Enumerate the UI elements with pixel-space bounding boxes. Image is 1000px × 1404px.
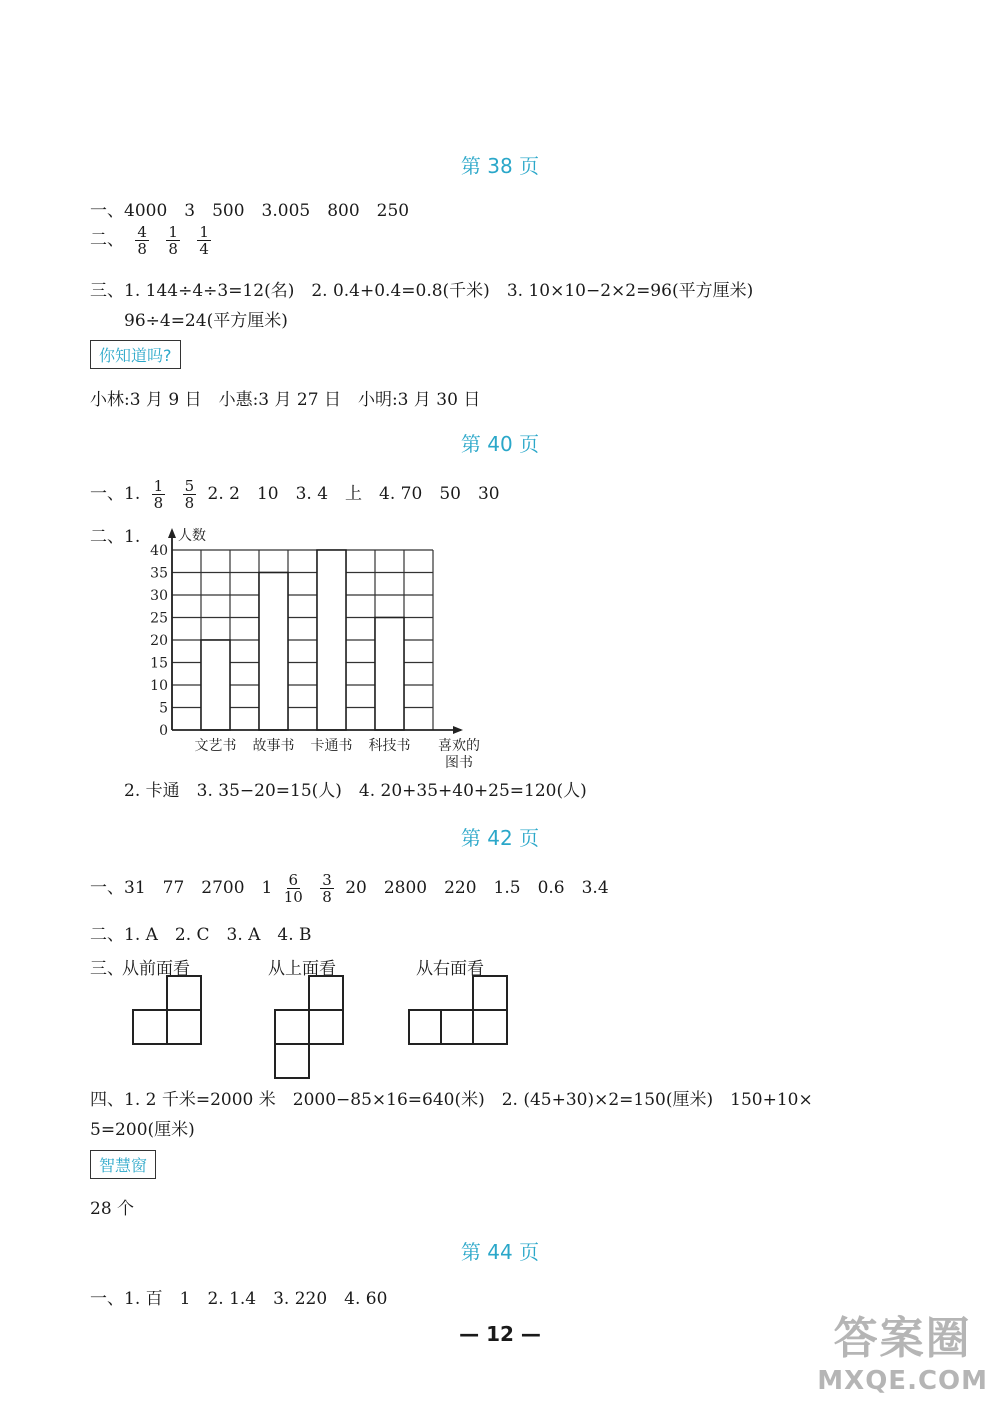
- view-front-label: 从前面看: [122, 959, 190, 979]
- did-you-know-box: 你知道吗?: [90, 340, 181, 369]
- x-axis-label: 喜欢的: [438, 738, 480, 754]
- square-cell: [275, 1044, 309, 1078]
- p42-answer-1-prefix: 一、31 77 2700 1: [90, 878, 273, 898]
- p40-answer-1-prefix: 一、1.: [90, 484, 141, 504]
- fraction: $\frac{6}{10}$: [283, 871, 303, 906]
- wisdom-window-box: 智慧窗: [90, 1150, 156, 1179]
- page-38-title: 第 38 页: [460, 154, 540, 178]
- square-cell: [473, 1010, 507, 1044]
- p38-answer-3-cont: 96÷4=24(平方厘米): [124, 311, 288, 331]
- view-top-label: 从上面看: [268, 959, 336, 979]
- p42-answer-4-cont: 5=200(厘米): [90, 1120, 195, 1140]
- p38-answer-1: 一、4000 3 500 3.005 800 250: [90, 201, 410, 221]
- x-axis-arrow: [453, 726, 463, 734]
- fraction: $\frac{1}{8}$: [168, 223, 178, 258]
- p38-answer-2: [90, 224, 217, 257]
- square-cell: [275, 1010, 309, 1044]
- y-tick-label: 40: [150, 543, 168, 559]
- p40-answer-2-prefix: 二、1.: [90, 527, 141, 547]
- page-number: — 12 —: [459, 1322, 541, 1346]
- p42-answer-4: 四、1. 2 千米=2000 米 2000−85×16=640(米) 2. (45+30)×2=150(厘米) 150+10×: [90, 1090, 813, 1110]
- watermark-url: MXQE.COM: [817, 1366, 988, 1396]
- x-tick-label: 文艺书: [194, 738, 237, 754]
- p42-answer-6: 28 个: [90, 1199, 135, 1219]
- p38-answer-2-prefix: 二、: [90, 230, 124, 250]
- x-tick-label: 卡通书: [310, 738, 353, 754]
- fraction: $\frac{4}{8}$: [137, 223, 147, 258]
- watermark: [817, 1302, 988, 1396]
- x-tick-label: 故事书: [252, 738, 295, 754]
- p42-answer-1: [90, 872, 609, 905]
- p42-answer-3-prefix: 三、: [90, 959, 124, 979]
- fraction: $\frac{3}{8}$: [322, 871, 332, 906]
- page-42-title: 第 42 页: [460, 826, 540, 850]
- y-tick-label: 25: [150, 610, 168, 627]
- p38-answer-5: 小林:3 月 9 日 小惠:3 月 27 日 小明:3 月 30 日: [90, 390, 481, 410]
- y-tick-label: 5: [159, 700, 168, 717]
- p40-answer-1-rest: 2. 2 10 3. 4 上 4. 70 50 30: [207, 484, 500, 504]
- y-tick-label: 15: [150, 655, 168, 672]
- page-44-title: 第 44 页: [460, 1240, 540, 1264]
- bar: [375, 618, 404, 731]
- square-cell: [309, 976, 343, 1010]
- watermark-logo-text: 答案圈: [833, 1313, 972, 1364]
- y-tick-label: 30: [150, 588, 168, 604]
- square-cell: [309, 1010, 343, 1044]
- p40-answer-3: 2. 卡通 3. 35−20=15(人) 4. 20+35+40+25=120(人): [124, 781, 587, 801]
- bar: [259, 573, 288, 731]
- square-cell: [441, 1010, 473, 1044]
- p42-answer-1-rest: 20 2800 220 1.5 0.6 3.4: [345, 878, 609, 898]
- fraction: $\frac{1}{4}$: [199, 223, 209, 258]
- p44-answer-1: 一、1. 百 1 2. 1.4 3. 220 4. 60: [90, 1289, 388, 1309]
- bar: [201, 640, 230, 730]
- y-tick-label: 20: [150, 633, 168, 649]
- square-cell: [133, 1010, 167, 1044]
- square-cell: [473, 976, 507, 1010]
- y-tick-label: 35: [150, 565, 168, 582]
- page-40-title: 第 40 页: [460, 432, 540, 456]
- y-tick-label: 0: [159, 723, 168, 739]
- p40-answer-1: [90, 478, 500, 511]
- bar-chart: [130, 520, 510, 775]
- bar: [317, 550, 346, 730]
- y-axis-arrow: [168, 528, 176, 538]
- y-tick-label: 10: [150, 678, 168, 694]
- view-right-label: 从右面看: [416, 959, 484, 979]
- fraction: $\frac{5}{8}$: [184, 477, 195, 512]
- x-tick-label: 科技书: [368, 738, 411, 754]
- p42-answer-2: 二、1. A 2. C 3. A 4. B: [90, 925, 312, 945]
- p38-answer-3: 三、1. 144÷4÷3=12(名) 2. 0.4+0.4=0.8(千米) 3. 10×10−2×2=96(平方厘米): [90, 281, 754, 301]
- square-cell: [167, 976, 201, 1010]
- square-cell: [167, 1010, 201, 1044]
- x-axis-label-line2: 图书: [445, 755, 473, 771]
- three-views-drawing: [130, 975, 530, 1085]
- square-cell: [409, 1010, 441, 1044]
- y-axis-label: 人数: [178, 528, 206, 544]
- fraction: $\frac{1}{8}$: [153, 477, 164, 512]
